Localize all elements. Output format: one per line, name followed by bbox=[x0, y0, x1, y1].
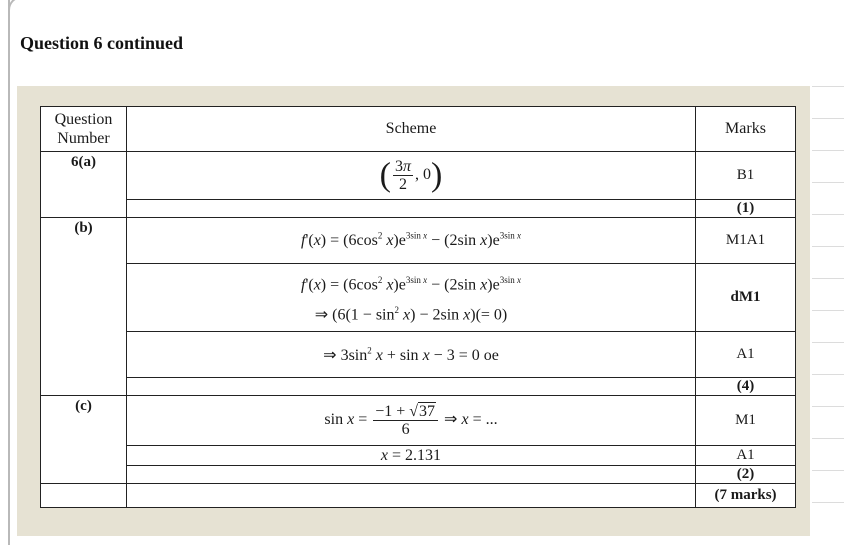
scheme-c2-visual: x = 2.131 bbox=[380, 446, 442, 464]
scheme-cell bbox=[127, 218, 696, 264]
mark-cell: A1 bbox=[696, 446, 796, 466]
table-row bbox=[41, 200, 796, 218]
question-label: (b) bbox=[41, 218, 127, 396]
scheme-cell bbox=[127, 466, 696, 484]
mark-cell: A1 bbox=[696, 332, 796, 378]
ruled-line bbox=[812, 470, 844, 471]
total-marks: (7 marks) bbox=[696, 484, 796, 508]
empty-cell bbox=[127, 484, 696, 508]
mark-scheme-table bbox=[40, 106, 796, 508]
ruled-line bbox=[812, 342, 844, 343]
table-row bbox=[41, 446, 796, 466]
scheme-c1-visual: sin x = $\frac{-1 + √37}{6}$ ⇒ x = ... bbox=[324, 403, 498, 438]
mark-cell: M1 bbox=[696, 396, 796, 446]
ruled-line bbox=[812, 86, 844, 87]
mark-cell: B1 bbox=[696, 152, 796, 200]
subtotal-mark: (4) bbox=[696, 378, 796, 396]
scheme-b1-visual: $f'(x) = (6\cos^2$ $x)e^{3sin x} - (2\sin$ $x)e^{3sin x}$ bbox=[301, 230, 521, 250]
table-row bbox=[41, 396, 796, 446]
ruled-line bbox=[812, 182, 844, 183]
scheme-cell bbox=[127, 378, 696, 396]
table-row bbox=[41, 332, 796, 378]
table-row bbox=[41, 378, 796, 396]
subtotal-mark: (1) bbox=[696, 200, 796, 218]
scheme-b2-line1: $f'(x) = (6\cos^2$ $x)e^{3sin x} - (2\sin$ $x)e^{3sin x}$ bbox=[301, 275, 521, 294]
scheme-cell bbox=[127, 396, 696, 446]
ruled-line bbox=[812, 118, 844, 119]
header-question-number: Question Number bbox=[41, 107, 127, 152]
scheme-b3-visual: ⇒ $3\sin^2$ x + sin x − 3 = 0 oe bbox=[323, 345, 499, 364]
header-marks: Marks bbox=[696, 107, 796, 152]
mark-cell: dM1 bbox=[696, 264, 796, 332]
ruled-line bbox=[812, 438, 844, 439]
ruled-line bbox=[812, 278, 844, 279]
question-label: 6(a) bbox=[41, 152, 127, 218]
ruled-line bbox=[812, 150, 844, 151]
scheme-cell bbox=[127, 152, 696, 200]
table-row bbox=[41, 218, 796, 264]
question-label: (c) bbox=[41, 396, 127, 484]
scheme-cell bbox=[127, 446, 696, 466]
header-row bbox=[41, 107, 796, 152]
ruled-line bbox=[812, 310, 844, 311]
page-border bbox=[8, 0, 10, 545]
page-heading: Question 6 continued bbox=[20, 33, 184, 53]
scheme-b2-line2: ⇒ ($6(1 - \sin^2 x) - 2\sin$ x)(= 0) bbox=[314, 304, 508, 323]
table-row bbox=[41, 466, 796, 484]
scheme-a-visual: ( $\frac{3\pi}{2}$ , 0) bbox=[379, 156, 443, 194]
empty-cell bbox=[41, 484, 127, 508]
table-row bbox=[41, 152, 796, 200]
scheme-cell bbox=[127, 200, 696, 218]
ruled-line bbox=[812, 214, 844, 215]
ruled-line bbox=[812, 246, 844, 247]
ruled-line bbox=[812, 502, 844, 503]
header-scheme: Scheme bbox=[127, 107, 696, 152]
subtotal-mark: (2) bbox=[696, 466, 796, 484]
mark-cell: M1A1 bbox=[696, 218, 796, 264]
table-row bbox=[41, 264, 796, 332]
scheme-cell bbox=[127, 264, 696, 332]
page-border-corner bbox=[8, 0, 26, 14]
scheme-cell bbox=[127, 332, 696, 378]
total-row bbox=[41, 484, 796, 508]
ruled-line bbox=[812, 406, 844, 407]
ruled-line bbox=[812, 374, 844, 375]
